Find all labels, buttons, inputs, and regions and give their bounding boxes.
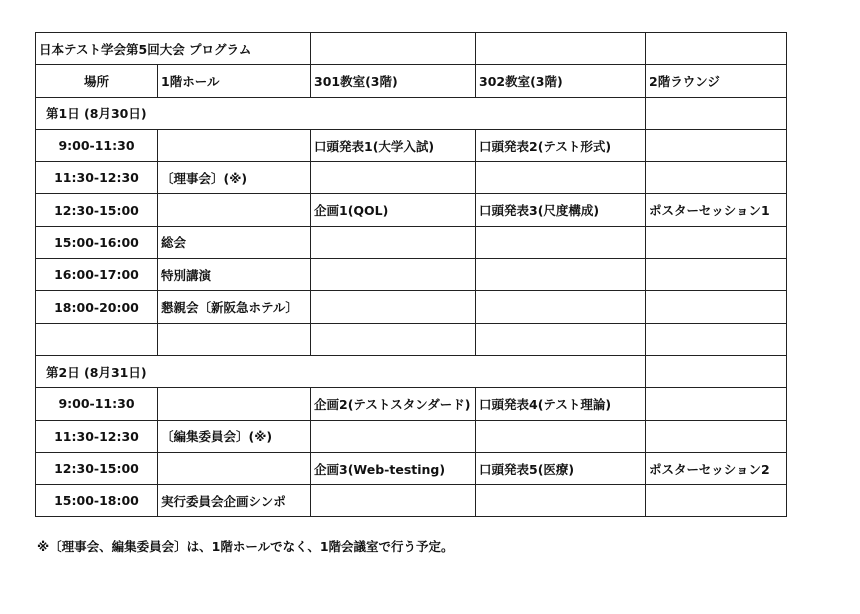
program-title: 日本テスト学会第5回大会 プログラム: [36, 33, 311, 65]
time-cell: 16:00-17:00: [36, 259, 158, 291]
header-room-302: 302教室(3階): [476, 65, 646, 97]
schedule-row: [36, 194, 787, 226]
room-301-cell: 口頭発表1(大学入試): [311, 129, 476, 161]
hall-cell: 実行委員会企画シンポ: [158, 485, 311, 517]
hall-cell: 総会: [158, 226, 311, 258]
empty-cell: [646, 355, 787, 387]
lounge-cell: [646, 388, 787, 420]
room-302-cell: [476, 226, 646, 258]
lounge-cell: [646, 162, 787, 194]
day-label: 第1日 (8月30日): [36, 97, 646, 129]
schedule-row: [36, 259, 787, 291]
schedule-row: [36, 485, 787, 517]
room-301-cell: [311, 323, 476, 355]
lounge-cell: [646, 226, 787, 258]
empty-cell: [646, 33, 787, 65]
schedule-row: [36, 452, 787, 484]
room-302-cell: [476, 291, 646, 323]
hall-cell: [158, 388, 311, 420]
lounge-cell: ポスターセッション1: [646, 194, 787, 226]
schedule-row: [36, 129, 787, 161]
room-301-cell: 企画1(QOL): [311, 194, 476, 226]
room-301-cell: [311, 162, 476, 194]
time-cell: 11:30-12:30: [36, 162, 158, 194]
schedule-row: [36, 420, 787, 452]
time-cell: 12:30-15:00: [36, 194, 158, 226]
room-302-cell: 口頭発表3(尺度構成): [476, 194, 646, 226]
lounge-cell: [646, 291, 787, 323]
header-lounge: 2階ラウンジ: [646, 65, 787, 97]
header-place: 場所: [36, 65, 158, 97]
lounge-cell: [646, 259, 787, 291]
room-302-cell: [476, 162, 646, 194]
room-302-cell: 口頭発表5(医療): [476, 452, 646, 484]
hall-cell: 懇親会〔新阪急ホテル〕: [158, 291, 311, 323]
empty-cell: [311, 33, 476, 65]
time-cell: 15:00-18:00: [36, 485, 158, 517]
empty-cell: [646, 97, 787, 129]
header-room-301: 301教室(3階): [311, 65, 476, 97]
time-cell: 9:00-11:30: [36, 129, 158, 161]
room-302-cell: [476, 259, 646, 291]
header-hall: 1階ホール: [158, 65, 311, 97]
room-301-cell: [311, 420, 476, 452]
time-cell: 12:30-15:00: [36, 452, 158, 484]
hall-cell: 〔理事会〕(※): [158, 162, 311, 194]
room-301-cell: [311, 291, 476, 323]
hall-cell: [158, 323, 311, 355]
time-cell: 11:30-12:30: [36, 420, 158, 452]
lounge-cell: ポスターセッション2: [646, 452, 787, 484]
room-302-cell: [476, 323, 646, 355]
room-301-cell: 企画2(テストスタンダード): [311, 388, 476, 420]
day-row: [36, 355, 787, 387]
room-301-cell: [311, 485, 476, 517]
room-302-cell: [476, 485, 646, 517]
day-label: 第2日 (8月31日): [36, 355, 646, 387]
time-cell: 18:00-20:00: [36, 291, 158, 323]
schedule-row: [36, 388, 787, 420]
header-row: [36, 65, 787, 97]
title-row: [36, 33, 787, 65]
room-302-cell: 口頭発表2(テスト形式): [476, 129, 646, 161]
schedule-row: [36, 291, 787, 323]
program-table: [35, 32, 787, 517]
footnote: ※〔理事会、編集委員会〕は、1階ホールでなく、1階会議室で行う予定。: [37, 539, 454, 554]
room-301-cell: 企画3(Web-testing): [311, 452, 476, 484]
time-cell: 9:00-11:30: [36, 388, 158, 420]
lounge-cell: [646, 485, 787, 517]
time-cell: [36, 323, 158, 355]
room-302-cell: [476, 420, 646, 452]
hall-cell: [158, 452, 311, 484]
lounge-cell: [646, 323, 787, 355]
hall-cell: 〔編集委員会〕(※): [158, 420, 311, 452]
room-301-cell: [311, 259, 476, 291]
time-cell: 15:00-16:00: [36, 226, 158, 258]
room-301-cell: [311, 226, 476, 258]
room-302-cell: 口頭発表4(テスト理論): [476, 388, 646, 420]
empty-cell: [476, 33, 646, 65]
hall-cell: [158, 129, 311, 161]
day-row: [36, 97, 787, 129]
schedule-row: [36, 226, 787, 258]
schedule-row: [36, 323, 787, 355]
schedule-row: [36, 162, 787, 194]
lounge-cell: [646, 420, 787, 452]
hall-cell: 特別講演: [158, 259, 311, 291]
hall-cell: [158, 194, 311, 226]
program-body: [36, 33, 787, 517]
lounge-cell: [646, 129, 787, 161]
